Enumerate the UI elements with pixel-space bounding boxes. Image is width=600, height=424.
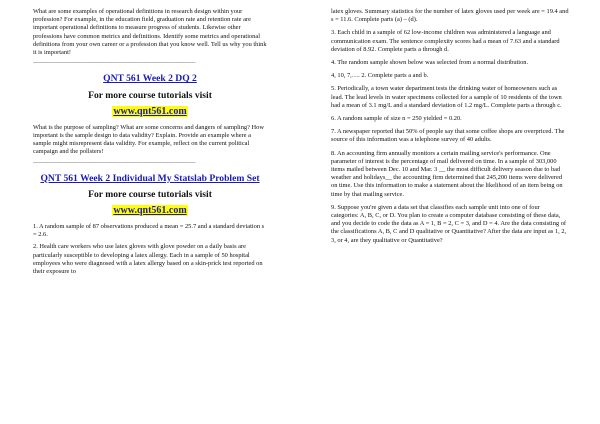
problem-set-title-link[interactable]: QNT 561 Week 2 Individual My Statslab Problem Set xyxy=(40,172,260,184)
problem-item-8: 8. An accounting firm annually monitors a certain mailing service's performance. One parameter of interest is the percentage of mail delivered on time. In a sample of 303,000 items mailed between Dec. 10 and Mar. 3 __ the most difficult delivery season due to bad weather and holidays__ the accounting firm determined that 245,200 items were delivered on time. Use this information to make a statement about the likelihood of an item being on time by that mailing service. xyxy=(331,149,563,198)
problem-item-6: 6. A random sample of size n = 250 yielded = 0.20. xyxy=(331,115,462,123)
problem-item-1: 1. A random sample of 87 observations produced a mean = 25.7 and a standard deviation s = 2.6. xyxy=(33,223,265,239)
tutorials-label: For more course tutorials visit xyxy=(88,89,212,101)
separator-line: ----------------------------------------------------------------------------------------------------------------------- xyxy=(33,61,196,67)
problem-item-2-continued: latex gloves. Summary statistics for the number of latex gloves used per week are = 19.4 and s = 11.6. Complete parts (a) – (d). xyxy=(331,8,569,24)
right-column xyxy=(331,8,569,250)
left-column xyxy=(33,8,267,280)
problem-item-9: 9. Suppose you're given a data set that classifies each sample unit into one of four categories: A, B, C, or D. You plan to create a computer database consisting of these data, and you decide to code the data as A = 1, B = 2, C = 3, and D = 4. Are the data consisting of the classifications A, B, C and D qualitative or Quantitative? After the data are input as 1, 2, 3, or 4, are they qualitative or Quantitative? xyxy=(331,203,567,244)
site-link[interactable]: www.qnt561.com xyxy=(113,205,187,217)
problem-item-4-values: 4, 10, 7,…. 2. Complete parts a and b. xyxy=(331,72,429,80)
dq-paragraph: What is the purpose of sampling? What are some concerns and dangers of sampling? How important is the sample design to data validity? Explain. Provide an example where a sample might misrepresent data validity. For example, reflect on the current political campaign and the pollsters! xyxy=(33,123,264,156)
site-link-container xyxy=(33,106,267,118)
site-link-container xyxy=(33,205,267,217)
intro-paragraph: What are some examples of operational definitions in research design within your profession? For example, in the education field, graduation rate and retention rate are important operational definitions to measure progress of students. Likewise other professions have common metrics and definitions. Identify some metrics and operational definitions from your own career or a profession that you know well. Tell us why you think it is important! xyxy=(33,8,267,57)
problem-item-7: 7. A newspaper reported that 50% of people say that some coffee shops are overpriced. The source of this information was a telephone survey of 40 adults. xyxy=(331,128,565,144)
problem-item-3: 3. Each child in a sample of 62 low-income children was administered a language and communication exam. The sentence complexity scores had a mean of 7.63 and a standard deviation of 8.92. Complete parts a through d. xyxy=(331,29,560,53)
dq-title-link[interactable]: QNT 561 Week 2 DQ 2 xyxy=(103,73,197,85)
site-link[interactable]: www.qnt561.com xyxy=(113,105,187,117)
problem-item-4: 4. The random sample shown below was selected from a normal distribution. xyxy=(331,59,529,67)
problem-item-5: 5. Periodically, a town water department tests the drinking water of homeowners such as lead. The lead levels in water specimens collected for a sample of 10 residents of the town had a mean of 3.1 mg/L and a standard deviation of 1.2 mg/L. Complete parts a through c. xyxy=(331,85,562,109)
tutorials-label: For more course tutorials visit xyxy=(88,189,212,201)
problem-item-2: 2. Health care workers who use latex gloves with glove powder on a daily basis are particularly susceptible to developing a latex allergy. Each in a sample of 50 hospital employees who were diagnosed with a latex allergy based on a skin-prick test reported on their exposure to xyxy=(33,243,263,276)
separator-line: ----------------------------------------------------------------------------------------------------------------------- xyxy=(33,160,196,166)
